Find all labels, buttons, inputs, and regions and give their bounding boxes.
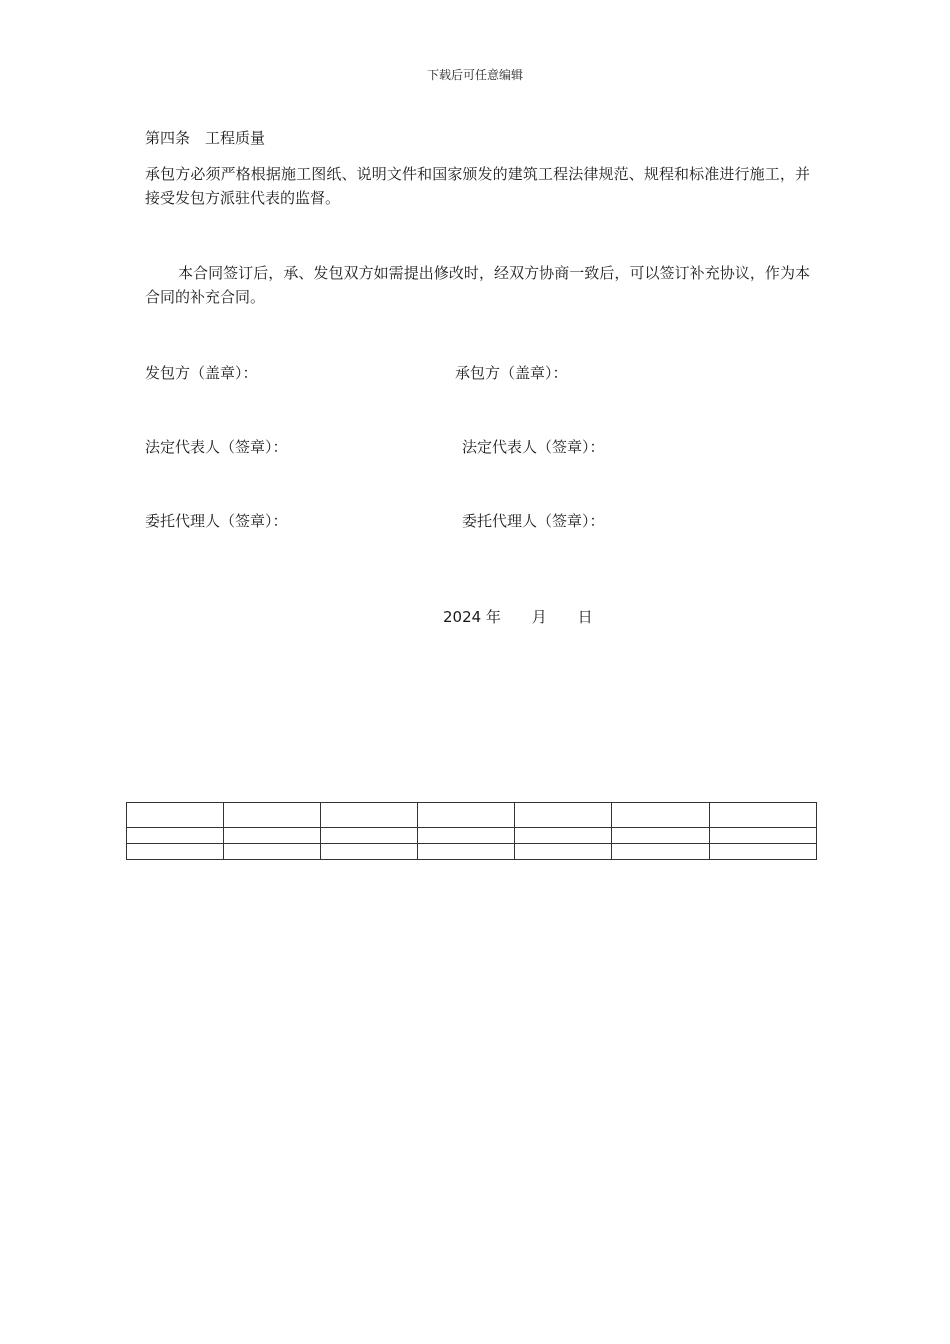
table-cell [612, 803, 710, 828]
date-month-unit: 月 [531, 608, 547, 626]
section-title: 第四条 工程质量 [145, 129, 266, 147]
table-cell [224, 803, 321, 828]
table-cell [127, 803, 224, 828]
table-cell [418, 844, 515, 860]
table-cell [710, 844, 817, 860]
party-a-seal-label: 发包方（盖章）： [145, 364, 258, 382]
table-cell [515, 828, 612, 844]
party-b-seal-label: 承包方（盖章）： [455, 364, 568, 382]
table-cell [224, 844, 321, 860]
blank-table [126, 802, 817, 860]
party-b-agent-label: 委托代理人（签章）： [462, 512, 605, 530]
quality-paragraph: 承包方必须严格根据施工图纸、说明文件和国家颁发的建筑工程法律规范、规程和标准进行施工，并接受发包方派驻代表的监督。 [145, 165, 810, 207]
date-year-unit: 年 [485, 608, 501, 626]
table-cell [418, 803, 515, 828]
table-cell [612, 828, 710, 844]
table-cell [224, 828, 321, 844]
date-day-unit: 日 [577, 608, 593, 626]
table-cell [127, 844, 224, 860]
table-cell [515, 803, 612, 828]
date-year: 2024 [443, 608, 482, 626]
party-b-legal-rep-label: 法定代表人（签章）： [462, 438, 605, 456]
table-cell [321, 803, 418, 828]
amendment-paragraph: 本合同签订后，承、发包双方如需提出修改时，经双方协商一致后，可以签订补充协议，作为本合同的补充合同。 [145, 264, 810, 306]
party-a-legal-rep-label: 法定代表人（签章）： [145, 438, 288, 456]
table-row [127, 844, 817, 860]
table-cell [515, 844, 612, 860]
party-a-agent-label: 委托代理人（签章）： [145, 512, 288, 530]
signing-date [443, 606, 593, 627]
table-cell [418, 828, 515, 844]
table-row [127, 803, 817, 828]
table-cell [612, 844, 710, 860]
table-cell [321, 844, 418, 860]
table-cell [710, 828, 817, 844]
table-cell [127, 828, 224, 844]
download-note: 下载后可任意编辑 [426, 68, 523, 82]
table-cell [710, 803, 817, 828]
table-cell [321, 828, 418, 844]
table-row [127, 828, 817, 844]
